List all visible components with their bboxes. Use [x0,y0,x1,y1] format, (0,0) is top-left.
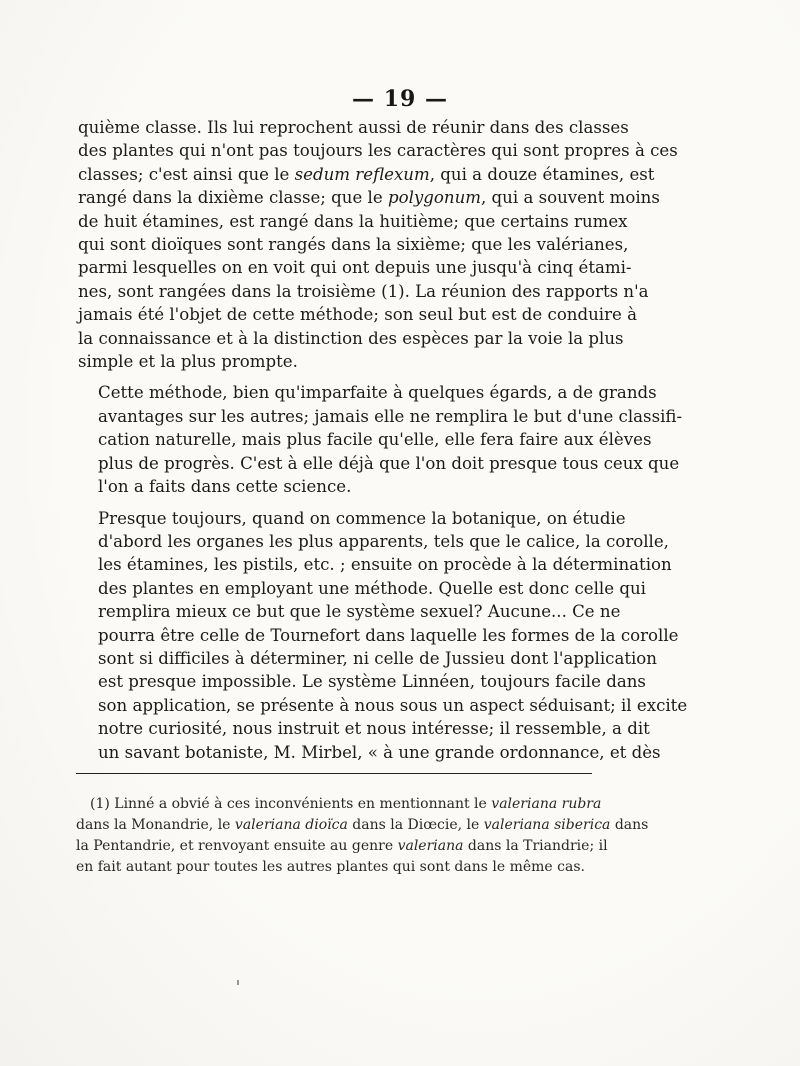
italic-term: valeriana rubra [491,796,602,812]
text-line: remplira mieux ce but que le système sexuel? Aucune... Ce ne [98,602,621,622]
paper-blemish [237,980,239,985]
text-line: classes; c'est ainsi que le sedum reflexum, qui a douze étamines, est [78,164,655,184]
footnote-line: la Pentandrie, et renvoyant ensuite au genre valeriana dans la Triandrie; il [76,838,608,854]
text-line: simple et la plus prompte. [78,352,298,372]
footnote-line: (1) Linné a obvié à ces inconvénients en mentionnant le valeriana rubra [90,796,602,812]
footnote [76,794,649,878]
text-line: Cette méthode, bien qu'imparfaite à quelques égards, a de grands [98,383,657,403]
italic-term: valeriana dioïca [234,817,348,833]
text-line: quième classe. Ils lui reprochent aussi de réunir dans des classes [78,118,629,137]
text-line: de huit étamines, est rangé dans la huitième; que certains rumex [78,211,628,231]
italic-term: valeriana [397,838,464,854]
text-line: un savant botaniste, M. Mirbel, « à une grande ordonnance, et dès [98,742,661,762]
footnote-line: en fait autant pour toutes les autres plantes qui sont dans le même cas. [76,859,585,875]
text-line: parmi lesquelles on en voit qui ont depuis une jusqu'à cinq étami- [78,258,632,278]
text-line: sont si difficiles à déterminer, ni celle de Jussieu dont l'application [98,648,657,668]
text-line: jamais été l'objet de cette méthode; son seul but est de conduire à [78,305,638,325]
paragraph-1 [78,116,678,373]
text-line: nes, sont rangées dans la troisième (1). La réunion des rapports n'a [78,281,649,301]
footnote-line: dans la Monandrie, le valeriana dioïca dans la Diœcie, le valeriana siberica dans [76,817,649,833]
text-line: est presque impossible. Le système Linnéen, toujours facile dans [98,672,646,692]
italic-term: sedum reflexum [294,164,430,184]
page-number: — 19 — [352,86,448,112]
text-line: notre curiosité, nous instruit et nous intéresse; il ressemble, a dit [98,719,650,739]
text-line: rangé dans la dixième classe; que le polygonum, qui a souvent moins [78,188,660,208]
text-line: la connaissance et à la distinction des espèces par la voie la plus [78,328,624,348]
text-line: cation naturelle, mais plus facile qu'elle, elle fera faire aux élèves [98,430,652,450]
text-line: les étamines, les pistils, etc. ; ensuite on procède à la détermination [98,555,672,575]
italic-term: valeriana siberica [483,817,611,833]
text-line: des plantes qui n'ont pas toujours les caractères qui sont propres à ces [78,141,678,161]
main-text [78,116,688,772]
italic-term: polygonum [387,188,481,208]
text-line: qui sont dioïques sont rangés dans la sixième; que les valérianes, [78,235,629,255]
text-line: pourra être celle de Tournefort dans laquelle les formes de la corolle [98,625,679,645]
text-line: plus de progrès. C'est à elle déjà que l'on doit presque tous ceux que [98,453,680,473]
paragraph-3 [78,507,688,764]
text-line: d'abord les organes les plus apparents, tels que le calice, la corolle, [98,531,669,551]
text-line: avantages sur les autres; jamais elle ne remplira le but d'une classifi- [98,406,683,426]
paragraph-2 [78,381,683,498]
footnote-divider [76,773,592,774]
text-line: Presque toujours, quand on commence la botanique, on étudie [98,508,626,528]
text-line: des plantes en employant une méthode. Quelle est donc celle qui [98,578,646,598]
text-line: l'on a faits dans cette science. [98,477,352,497]
text-line: son application, se présente à nous sous un aspect séduisant; il excite [98,695,688,715]
